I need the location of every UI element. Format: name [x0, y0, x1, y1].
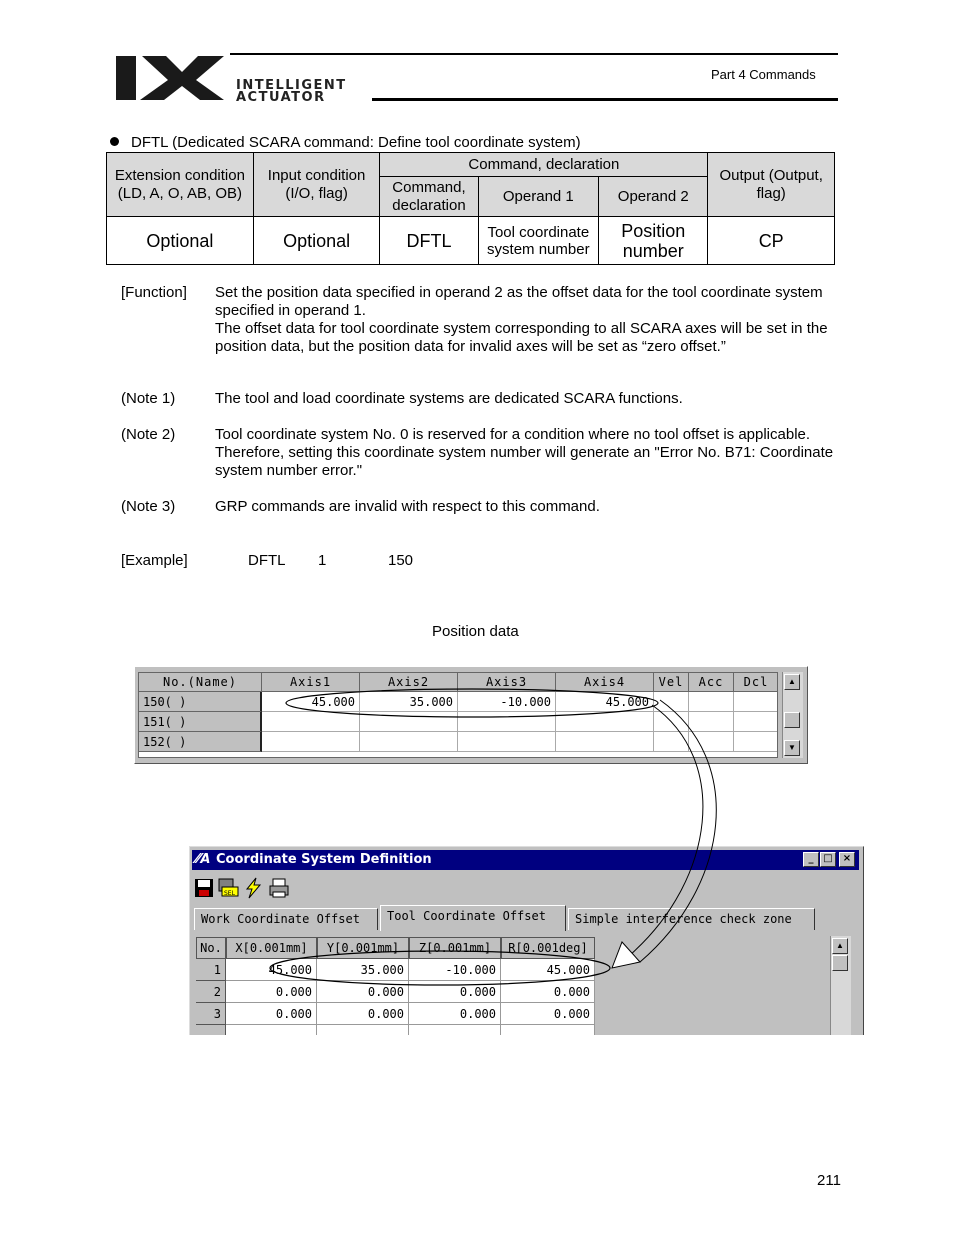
- cell-1-z[interactable]: -10.000: [409, 959, 501, 981]
- value-operand1: Tool coordinate system number: [478, 217, 598, 265]
- header-rule-bottom: [372, 98, 838, 101]
- value-input: Optional: [253, 217, 380, 265]
- cell-4-r[interactable]: [501, 1025, 595, 1035]
- col-header-name[interactable]: No.(Name): [139, 673, 262, 692]
- lightning-icon[interactable]: [242, 877, 264, 899]
- minimize-icon[interactable]: _: [803, 852, 819, 867]
- header-command: Command, declaration: [380, 177, 478, 217]
- note1-label: (Note 1): [121, 390, 176, 407]
- select-icon[interactable]: [217, 877, 239, 899]
- tool-offset-grid: [196, 937, 596, 1035]
- col-header-axis4[interactable]: Axis4: [556, 673, 654, 692]
- col-header-no[interactable]: No.: [196, 937, 226, 959]
- cell-3-y[interactable]: 0.000: [317, 1003, 409, 1025]
- position-data-window: [134, 666, 808, 764]
- cell-151-axis1[interactable]: [262, 712, 360, 732]
- header-operand2: Operand 2: [599, 177, 708, 217]
- row-no-3[interactable]: 3: [196, 1003, 226, 1025]
- cell-3-x[interactable]: 0.000: [226, 1003, 317, 1025]
- scroll-thumb[interactable]: [784, 712, 800, 728]
- logo-wordmark: INTELLIGENT ACTUATOR: [236, 78, 347, 105]
- cell-2-z[interactable]: 0.000: [409, 981, 501, 1003]
- header-command-group: Command, declaration: [380, 153, 708, 177]
- cell-151-axis4[interactable]: [556, 712, 654, 732]
- cell-1-y[interactable]: 35.000: [317, 959, 409, 981]
- col-header-x[interactable]: X[0.001mm]: [226, 937, 317, 959]
- value-operand2: Position number: [599, 217, 708, 265]
- col-header-axis3[interactable]: Axis3: [458, 673, 556, 692]
- tool-grid-scrollbar[interactable]: [830, 936, 851, 1035]
- cell-152-vel[interactable]: [654, 732, 689, 752]
- svg-text:SEL: SEL: [224, 890, 235, 897]
- example-operand1: 1: [318, 552, 327, 569]
- function-label: [Function]: [121, 284, 187, 301]
- cell-151-axis2[interactable]: [360, 712, 458, 732]
- col-header-vel[interactable]: Vel: [654, 673, 689, 692]
- bullet-icon: [110, 137, 119, 146]
- cell-4-x[interactable]: [226, 1025, 317, 1035]
- cell-150-axis4[interactable]: 45.000: [556, 692, 654, 712]
- col-header-acc[interactable]: Acc: [689, 673, 734, 692]
- col-header-axis2[interactable]: Axis2: [360, 673, 458, 692]
- cell-151-axis3[interactable]: [458, 712, 556, 732]
- note2-text: Tool coordinate system No. 0 is reserved for a condition where no tool offset is applicable. Therefore, setting this coordinate system number will generate an "Error No. B71: Coordinate system number error.": [215, 426, 834, 479]
- position-data-caption: Position data: [432, 623, 519, 640]
- header-operand1: Operand 1: [478, 177, 598, 217]
- header-extension: Extension condition (LD, A, O, AB, OB): [107, 153, 254, 217]
- cell-4-y[interactable]: [317, 1025, 409, 1035]
- example-operand2: 150: [388, 552, 414, 569]
- cell-151-vel[interactable]: [654, 712, 689, 732]
- header-rule-top: [230, 53, 838, 55]
- window-title-bar: [192, 850, 859, 870]
- example-label: [Example]: [121, 552, 188, 569]
- cell-1-r[interactable]: 45.000: [501, 959, 595, 981]
- cell-150-axis2[interactable]: 35.000: [360, 692, 458, 712]
- col-header-dcl[interactable]: Dcl: [734, 673, 778, 692]
- row-no-1[interactable]: 1: [196, 959, 226, 981]
- value-extension: Optional: [107, 217, 254, 265]
- row-name-152[interactable]: 152( ): [139, 732, 262, 752]
- window-title: Coordinate System Definition: [216, 852, 432, 867]
- row-name-150[interactable]: 150( ): [139, 692, 262, 712]
- cell-150-dcl[interactable]: [734, 692, 778, 712]
- header-output: Output (Output, flag): [708, 153, 835, 217]
- cell-2-r[interactable]: 0.000: [501, 981, 595, 1003]
- ix-logo-icon: [116, 54, 226, 102]
- scroll-up-icon[interactable]: ▲: [784, 674, 800, 690]
- cell-150-axis3[interactable]: -10.000: [458, 692, 556, 712]
- cell-3-r[interactable]: 0.000: [501, 1003, 595, 1025]
- part-label: Part 4 Commands: [711, 67, 816, 82]
- cell-150-vel[interactable]: [654, 692, 689, 712]
- maximize-icon[interactable]: □: [820, 852, 836, 867]
- value-command: DFTL: [380, 217, 478, 265]
- cell-3-z[interactable]: 0.000: [409, 1003, 501, 1025]
- col-header-r[interactable]: R[0.001deg]: [501, 937, 595, 959]
- tab-work-coordinate-offset[interactable]: Work Coordinate Offset: [194, 908, 378, 930]
- cell-150-axis1[interactable]: 45.000: [262, 692, 360, 712]
- tab-simple-interference-check-zone[interactable]: Simple interference check zone: [568, 908, 815, 930]
- note1-text: The tool and load coordinate systems are dedicated SCARA functions.: [215, 390, 683, 407]
- coordinate-system-window: [189, 846, 864, 1035]
- app-logo-icon: ⁄⁄A: [196, 852, 211, 867]
- scroll-up-icon[interactable]: ▲: [832, 938, 848, 954]
- close-icon[interactable]: ×: [839, 852, 855, 867]
- spec-table: [106, 152, 835, 265]
- cell-1-x[interactable]: 45.000: [226, 959, 317, 981]
- cell-150-acc[interactable]: [689, 692, 734, 712]
- print-icon[interactable]: [268, 877, 290, 899]
- cell-152-axis4[interactable]: [556, 732, 654, 752]
- cell-152-acc[interactable]: [689, 732, 734, 752]
- value-output: CP: [708, 217, 835, 265]
- cell-2-x[interactable]: 0.000: [226, 981, 317, 1003]
- row-no-2[interactable]: 2: [196, 981, 226, 1003]
- cell-152-axis1[interactable]: [262, 732, 360, 752]
- save-icon[interactable]: [193, 877, 215, 899]
- col-header-y[interactable]: Y[0.001mm]: [317, 937, 409, 959]
- row-name-151[interactable]: 151( ): [139, 712, 262, 732]
- position-grid-scrollbar[interactable]: [782, 672, 803, 758]
- col-header-axis1[interactable]: Axis1: [262, 673, 360, 692]
- page-number: 211: [817, 1172, 841, 1189]
- col-header-z[interactable]: Z[0.001mm]: [409, 937, 501, 959]
- cell-2-y[interactable]: 0.000: [317, 981, 409, 1003]
- function-text: Set the position data specified in operand 2 as the offset data for the tool coordinate system specified in operand 1. The offset data for tool coordinate system corresponding to all SCARA axes will be set in the position data, but the position data for invalid axes will be set as “zero offset.”: [215, 284, 828, 355]
- scroll-thumb[interactable]: [832, 955, 848, 971]
- header-input: Input condition (I/O, flag): [253, 153, 380, 217]
- tab-tool-coordinate-offset[interactable]: Tool Coordinate Offset: [380, 905, 566, 931]
- note3-text: GRP commands are invalid with respect to this command.: [215, 498, 600, 515]
- scroll-down-icon[interactable]: ▼: [784, 740, 800, 756]
- note3-label: (Note 3): [121, 498, 176, 515]
- cell-151-dcl[interactable]: [734, 712, 778, 732]
- section-title: DFTL (Dedicated SCARA command: Define tool coordinate system): [110, 134, 581, 151]
- cell-152-axis3[interactable]: [458, 732, 556, 752]
- example-command: DFTL: [248, 552, 286, 569]
- note2-label: (Note 2): [121, 426, 176, 443]
- position-data-grid: [138, 672, 778, 758]
- cell-151-acc[interactable]: [689, 712, 734, 732]
- cell-152-dcl[interactable]: [734, 732, 778, 752]
- row-no-4[interactable]: [196, 1025, 226, 1035]
- cell-152-axis2[interactable]: [360, 732, 458, 752]
- cell-4-z[interactable]: [409, 1025, 501, 1035]
